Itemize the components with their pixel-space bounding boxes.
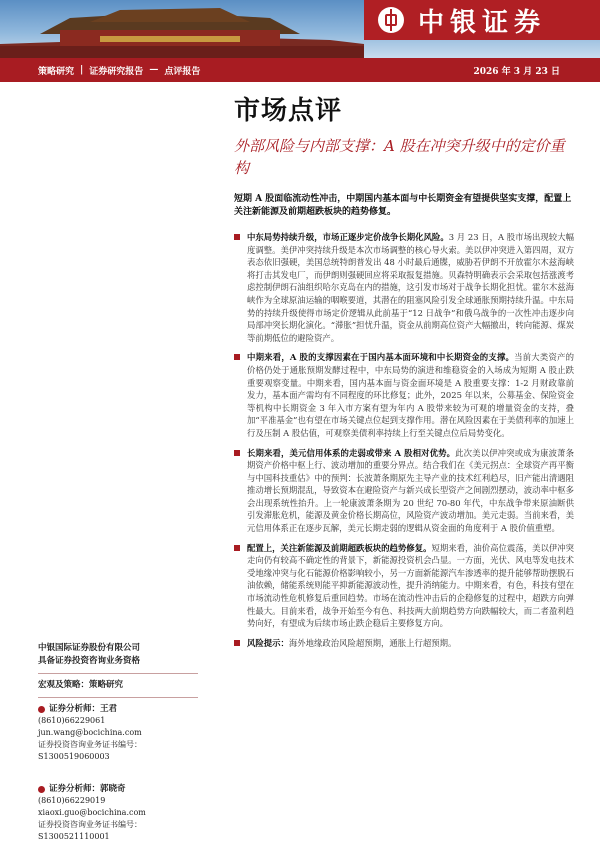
- key-point: [234, 351, 574, 439]
- boc-emblem-icon: [378, 7, 404, 33]
- analyst-dot-icon: [38, 706, 45, 713]
- bullet-square-icon: [234, 545, 240, 551]
- nav-separator: |: [80, 65, 84, 75]
- key-points: [234, 231, 574, 649]
- risk-warning: [234, 637, 574, 650]
- risk-warning-body: 海外地缘政治风险超预期，通胀上行超预期。: [288, 637, 457, 648]
- analyst-sidebar: [38, 642, 198, 843]
- analyst-name: 证券分析师：王君: [38, 703, 198, 715]
- report-summary: 短期 A 股面临流动性冲击，中期国内基本面与中长期资金有望提供坚实支撑，配置上关注新能源及前期超跌板块的趋势修复。: [234, 194, 572, 217]
- brand-logo: [364, 0, 600, 40]
- key-point-body: 短期来看，油价高位震荡，美以伊冲突走向仍有较高不确定性的背景下，新能源投资机会凸显。一方面，光伏、风电等发电技术受地缘冲突与化石能源价格影响较小，另一方面新能源汽车渗透率的提升能够帮助摆脱石油依赖，储能系统则能平抑新能源波动性，提升消纳能力。中期来看，有色，科技有望在市场流动性危机修复后重回趋势。市场在流动性冲击后的企稳修复的过程中，超跌方向弹性最大。目前来看，战争开始至今有色、科技两大前期趋势方向跌幅较大，而二者盈利趋势向好，有望成为后续市场止跌企稳后主要修复方向。: [247, 542, 575, 629]
- bullet-square-icon: [234, 234, 240, 240]
- key-point-lead: 中东局势持续升级，市场正逐步定价战争长期化风险。: [247, 232, 449, 242]
- key-point-lead: 中期来看，A 股的支撑因素在于国内基本面环境和中长期资金的支撑。: [247, 352, 515, 363]
- key-point: [234, 231, 574, 344]
- report-body: [234, 90, 574, 656]
- key-point-body: 3 月 23 日，A 股市场出现较大幅度调整。美伊冲突持续升级是本次市场调整的核心导火索。美以伊冲突进入第四周，双方表态依旧强硬，美国总统特朗普发出 48 小时最后通牒，威胁若伊朗不开放霍尔木兹海峡将打击其发电厂，而伊朗则强硬回应将采取报复措施。贝森特明确表示会采取包括涨渡考虑控制伊朗石油组织哈尔克岛在内的措施，这引发市场对于战争长期化担忧。霍尔木兹海峡作为全球原油运输的咽喉要道，其潜在的阻塞风险引发全球通胀预期持续升温。中东局势的持续升级使得市场定价逻辑从此前基于“12 日战争”和俄乌战争的一次性冲击逐步向局部冲突长期化演化。“滞胀”担忧升温，资金从前期高位资产大幅撤出，转向能源、煤炭等前期低位的避险资产。: [247, 232, 574, 343]
- bullet-square-icon: [234, 640, 240, 646]
- analyst-email[interactable]: jun.wang@bocichina.com: [38, 728, 142, 737]
- divider: [38, 697, 198, 698]
- key-point: [234, 542, 574, 630]
- key-point: [234, 447, 574, 535]
- analyst-phone: (8610)66229061: [38, 716, 106, 725]
- analyst-name: 证券分析师：郭晓奇: [38, 783, 198, 795]
- brand-name: 中银证券: [418, 7, 547, 38]
- nav-report-subtype: 点评报告: [164, 66, 201, 77]
- risk-warning-lead: 风险提示：: [247, 637, 289, 648]
- page-title: 市场点评: [234, 96, 343, 126]
- org-name: 中银国际证券股份有限公司: [38, 643, 141, 653]
- nav-dash: —: [149, 65, 159, 75]
- org-qualification: 具备证券投资咨询业务资格: [38, 656, 141, 666]
- nav-report-type: 证券研究报告: [89, 66, 144, 77]
- key-point-lead: 配置上，关注新能源及前期超跌板块的趋势修复。: [247, 542, 432, 553]
- report-info-bar: [0, 58, 600, 82]
- key-point-body: 当前大类资产的价格仍处于通胀预期发酵过程中，中东局势的演进和维稳资金的入场成为短期 A 股止跌重要观察变量。中期来看，国内基本面与资金面环境是 A 股重要支撑：1-2 月财政靠前发力，基本面产需均有不同程度的环比修复；此外，2025 年以来，公募基金、保险资金等机构中长期资金 3 年入市方案有望为年内 A 股带来较为可观的增量资金的支持，叠加“平准基金”也有望在市场关键点位起到支撑作用。潜在风险因素在于美债利率的加速上行及压制 A 股估值，可观察美债利率持续上行至关键点位后局势变化。: [247, 352, 574, 438]
- key-point-body: 此次美以伊冲突或成为康波萧条期资产价格中枢上行、波动增加的重要分界点。结合我们在《美元拐点：全球资产再平衡与中国科技重估》中的预判：长波萧条期原先主导产业的技术红利趋尽，旧产能出清遇阻推动增长预期混乱，导致资本在避险资产与新兴成长型资产之间剧烈摆动，波动率中枢多会出现系统性抬升。上一轮康波萧条期为 20 世纪 70-80 年代，中东战争带来原油断供引发滞胀危机，能源及黄金价格长期高位，风险资产波动增加。美元走弱。当前来看，美元信用体系正在逐步瓦解，美元长期走弱的逻辑从资金面的角度利于 A 股价值重塑。: [247, 447, 574, 534]
- report-date: 2026 年 3 月 23 日: [473, 66, 560, 77]
- divider: [38, 673, 198, 674]
- research-category: 宏观及策略：策略研究: [38, 680, 124, 690]
- bullet-square-icon: [234, 354, 240, 360]
- analyst-dot-icon: [38, 786, 45, 793]
- analyst-cert: 证券投资咨询业务证书编号：S1300519060003: [38, 740, 142, 761]
- analyst-email[interactable]: xiaoxi.guo@bocichina.com: [38, 808, 146, 817]
- bullet-square-icon: [234, 450, 240, 456]
- nav-category: 策略研究: [38, 66, 75, 77]
- header-banner: [0, 0, 600, 58]
- report-subtitle: 外部风险与内部支撑：A 股在冲突升级中的定价重构: [234, 137, 565, 177]
- key-point-lead: 长期来看，美元信用体系的走弱或带来 A 股相对优势。: [247, 447, 456, 458]
- analyst-phone: (8610)66229019: [38, 796, 106, 805]
- analyst-cert: 证券投资咨询业务证书编号：S1300521110001: [38, 820, 142, 841]
